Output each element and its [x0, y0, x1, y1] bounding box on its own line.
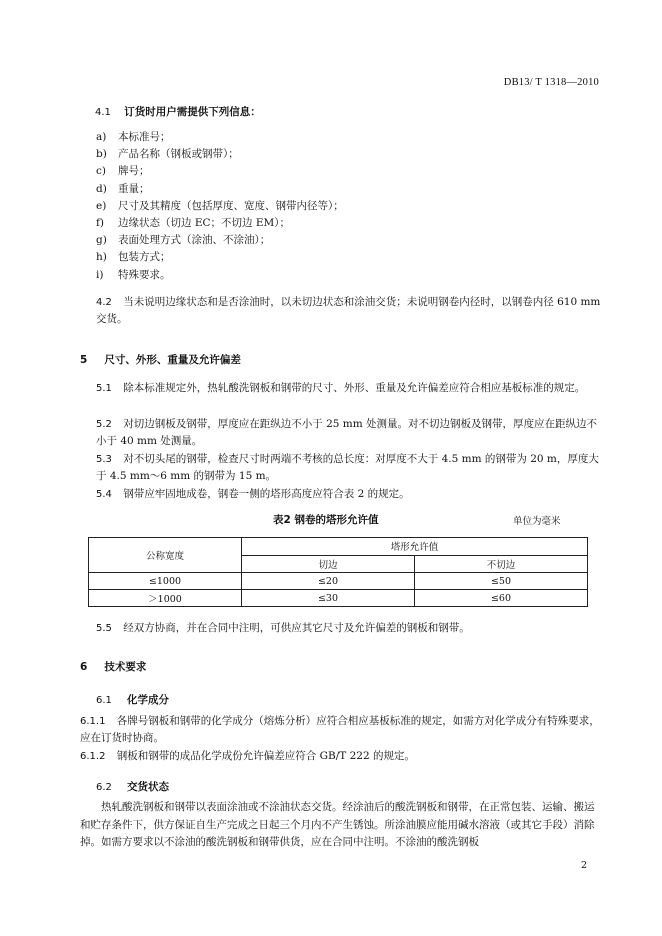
list-item	[96, 249, 344, 266]
clause-6-2-text: 热轧酸洗钢板和钢带以表面涂油或不涂油状态交货。经涂油后的酸洗钢板和钢带，在正常包装、运输、搬运和贮存条件下，供方保证自生产完成之日起三个月内不产生锈蚀。所涂油膜应能用碱水溶液（或其它手段）消除掉。如需方要求以不涂油的酸洗钢板和钢带供货，应在合同中注明。不涂油的酸洗钢板	[80, 801, 595, 848]
clause-title: 化学成分	[127, 694, 169, 706]
clause-number: 5.1	[96, 383, 112, 394]
clause-number: 4.1	[95, 107, 111, 118]
clause-5-4	[96, 486, 410, 503]
list-item-marker: e)	[96, 199, 107, 212]
section-title: 尺寸、外形、重量及允许偏差	[104, 354, 241, 366]
section-number: 5	[80, 354, 88, 366]
clause-number: 5.4	[96, 489, 112, 500]
list-item	[96, 181, 344, 198]
list-item	[96, 198, 344, 215]
clause-text: 经双方协商，并在合同中注明，可供应其它尺寸及允许偏差的钢板和钢带。	[123, 622, 470, 634]
table-row	[89, 590, 588, 607]
list-item-text: 特殊要求。	[118, 268, 171, 281]
cell-uncut: ≤50	[415, 573, 588, 590]
list-item-text: 产品名称（钢板或钢带）；	[118, 148, 239, 161]
list-item-marker: a)	[96, 131, 107, 143]
clause-6-1-2	[80, 748, 415, 765]
list-item	[96, 163, 344, 180]
section-number: 6	[80, 661, 88, 673]
clause-text: 对不切头尾的钢带，检查尺寸时两端不考核的总长度：对厚度不大于 4.5 mm 的钢带为 20 m，厚度大于 4.5 mm～6 mm 的钢带为 15 m。	[96, 453, 599, 482]
header-nominal-width: 公称宽度	[89, 538, 242, 573]
clause-number: 6.1.2	[80, 751, 106, 762]
clause-5-1	[96, 380, 602, 397]
list-item	[96, 232, 344, 249]
clause-text: 当未说明边缘状态和是否涂油时，以未切边状态和涂油交货；未说明钢卷内径时，以钢卷内径 610 mm 交货。	[96, 296, 601, 325]
list-item	[96, 215, 344, 232]
section-6-heading	[80, 655, 146, 674]
clause-text: 钢板和钢带的成品化学成份允许偏差应符合 GB/T 222 的规定。	[116, 750, 415, 762]
clause-number: 5.2	[96, 419, 112, 430]
table-header-row	[89, 538, 588, 556]
cell-width: ＞1000	[89, 590, 242, 607]
list-item-text: 本标准号；	[118, 131, 171, 143]
clause-5-3	[96, 451, 602, 485]
list-item-text: 包装方式；	[118, 251, 171, 264]
list-item	[96, 267, 344, 284]
list-item-text: 重量；	[118, 182, 150, 195]
cell-uncut: ≤60	[415, 590, 588, 607]
clause-6-2-heading	[96, 775, 169, 794]
list-item-text: 尺寸及其精度（包括厚度、宽度、钢带内径等）；	[118, 199, 344, 212]
list-item-marker: b)	[96, 148, 107, 161]
clause-4-2	[96, 294, 602, 328]
tower-tolerance-table	[88, 537, 588, 607]
header-tower-tolerance: 塔形允许值	[242, 538, 588, 556]
list-item-text: 边缘状态（切边 EC；不切边 EM）；	[118, 216, 291, 229]
list-item-text: 牌号；	[118, 165, 150, 178]
clause-title: 订货时用户需提供下列信息：	[124, 106, 261, 118]
clause-5-2	[96, 416, 602, 450]
clause-number: 5.3	[96, 454, 112, 465]
list-item	[96, 129, 344, 146]
clause-4-1	[95, 104, 261, 121]
page-number: 2	[580, 860, 587, 871]
clause-title: 交货状态	[127, 781, 169, 793]
clause-6-1-heading	[96, 688, 169, 707]
clause-text: 除本标准规定外，热轧酸洗钢板和钢带的尺寸、外形、重量及允许偏差应符合相应基板标准的规定。	[123, 382, 586, 394]
section-5-heading	[80, 348, 241, 367]
table-row	[89, 573, 588, 590]
clause-number: 6.2	[96, 782, 112, 793]
list-item-marker: h)	[96, 251, 107, 264]
clause-number: 5.5	[96, 623, 112, 634]
cell-width: ≤1000	[89, 573, 242, 590]
table-caption: 表2 钢卷的塔形允许值	[273, 514, 379, 526]
header-uncut-edge: 不切边	[415, 555, 588, 573]
list-item-marker: f)	[96, 216, 104, 229]
section-title: 技术要求	[104, 661, 147, 673]
header-cut-edge: 切边	[242, 555, 415, 573]
clause-number: 6.1	[96, 695, 112, 706]
list-item-marker: i)	[96, 268, 104, 281]
clause-6-1-1	[80, 713, 602, 747]
list-item-marker: g)	[96, 234, 107, 247]
clause-number: 4.2	[96, 297, 112, 308]
order-info-list	[96, 129, 344, 284]
list-item	[96, 146, 344, 163]
clause-text: 各牌号钢板和钢带的化学成分（熔炼分析）应符合相应基板标准的规定，如需方对化学成分有特殊要求，应在订货时协商。	[80, 715, 600, 744]
cell-cut: ≤30	[242, 590, 415, 607]
list-item-text: 表面处理方式（涂油、不涂油）；	[118, 234, 271, 247]
document-code: DB13/ T 1318—2010	[503, 77, 599, 88]
list-item-marker: c)	[96, 165, 106, 178]
clause-5-5	[96, 620, 470, 637]
clause-number: 6.1.1	[80, 716, 106, 727]
cell-cut: ≤20	[242, 573, 415, 590]
clause-text: 钢带应牢固地成卷，钢卷一侧的塔形高度应符合表 2 的规定。	[123, 488, 410, 500]
list-item-marker: d)	[96, 182, 107, 195]
clause-text: 对切边钢板及钢带，厚度应在距纵边不小于 25 mm 处测量。对不切边钢板及钢带，厚度应在距纵边不小于 40 mm 处测量。	[96, 418, 598, 447]
table-unit: 单位为毫米	[513, 516, 561, 527]
